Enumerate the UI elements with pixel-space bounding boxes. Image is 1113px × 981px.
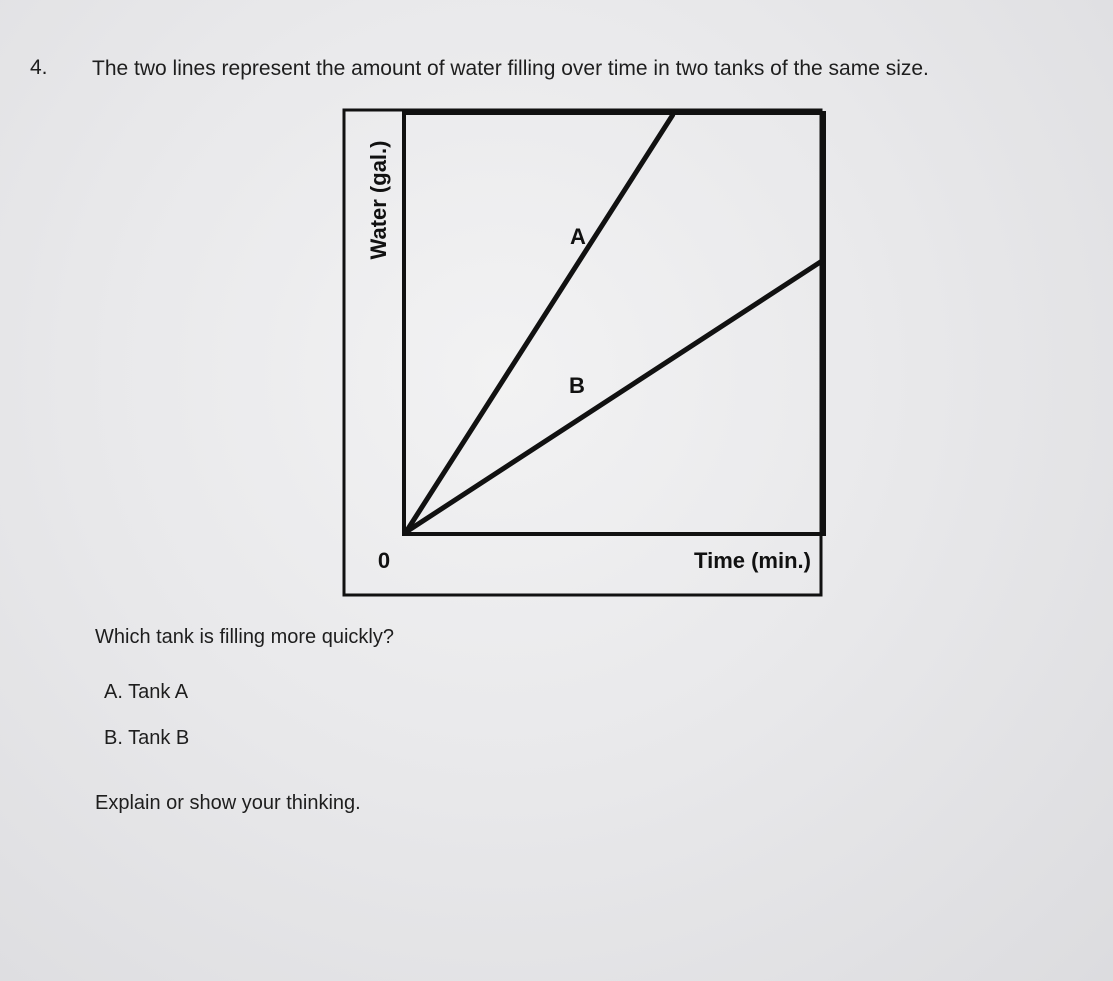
choice-b-label: B. [104, 727, 123, 749]
sub-question: Which tank is filling more quickly? [95, 626, 394, 648]
plot-area [404, 113, 824, 534]
origin-label: 0 [377, 548, 391, 573]
question-number: 4. [30, 56, 48, 79]
choice-a-label: A. [104, 681, 123, 703]
chart-frame [344, 110, 821, 595]
x-axis-label: Time (min.) [694, 548, 811, 573]
series-label-a: A [570, 224, 586, 249]
series-label-b: B [569, 373, 585, 398]
choice-a-text: Tank A [128, 681, 189, 703]
choice-b-text: Tank B [128, 727, 190, 749]
series-line-a [406, 115, 673, 532]
choice-tank-b[interactable] [104, 728, 189, 748]
explain-prompt: Explain or show your thinking. [95, 792, 361, 814]
question-text: The two lines represent the amount of water filling over time in two tanks of the same size. [92, 57, 929, 80]
y-axis-label: Water (gal.) [366, 140, 391, 260]
series-line-b [406, 261, 822, 532]
choice-tank-a[interactable] [104, 682, 188, 702]
